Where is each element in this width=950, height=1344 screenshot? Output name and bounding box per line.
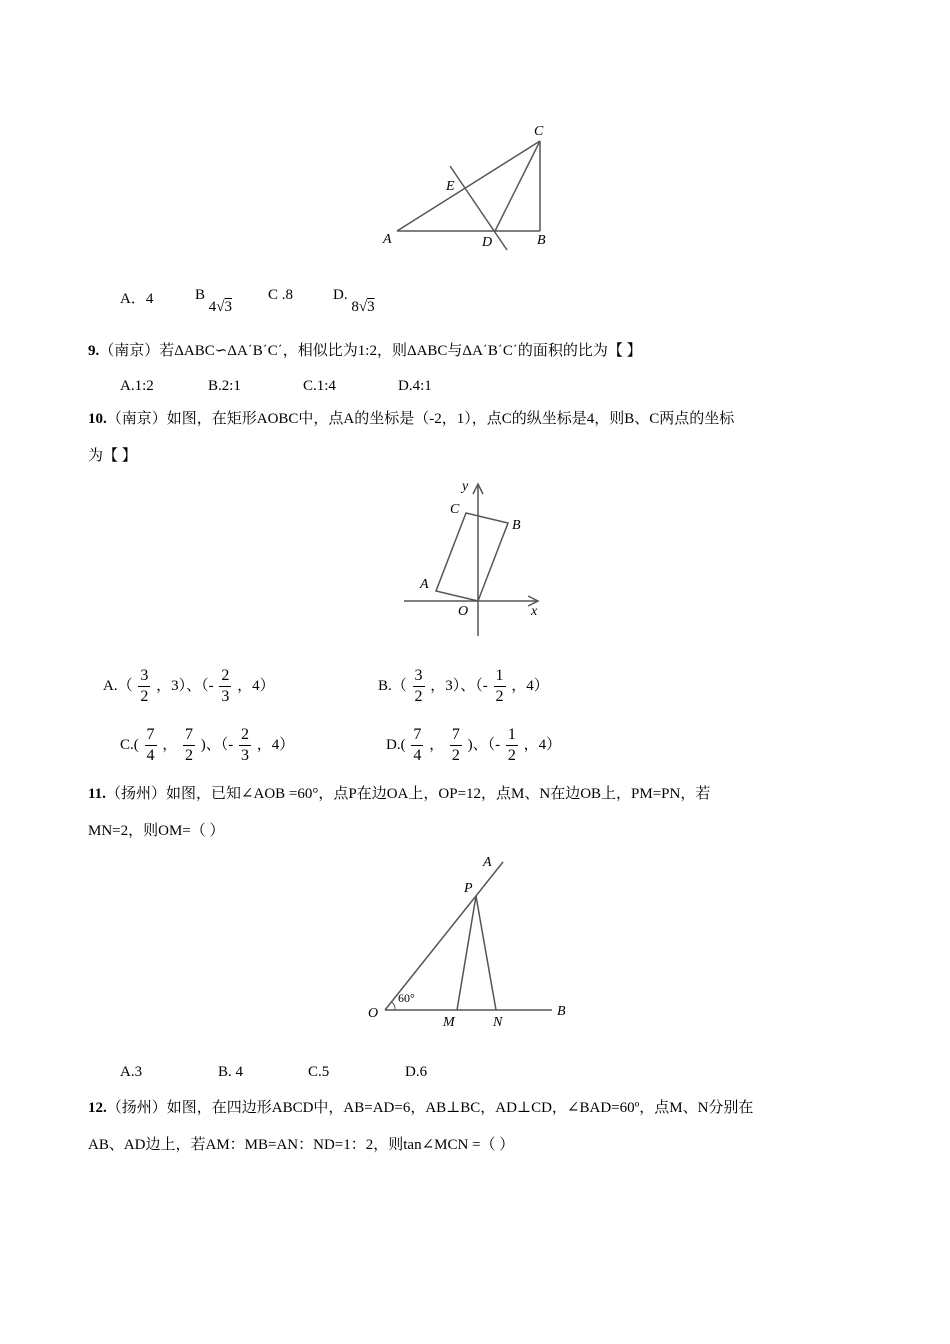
question-11 [88,776,868,850]
q10-label-x: x [531,604,538,619]
q11-option-a: A.3 [120,1064,143,1080]
question-9 [88,333,868,370]
q11-figure [365,850,585,1030]
q10-option-c: C.( $\frac{7}{4}$ ， $\frac{7}{2}$ )、（- $\frac{2}{3}$ ，4） [120,726,295,764]
q11-label-angle: 60° [398,991,415,1005]
q10-option-a-frac1: $\frac{3}{2}$ [140,667,149,705]
q10-option-d-frac1: $\frac{7}{4}$ [413,726,422,764]
q11-label-o: O [368,1006,379,1021]
q10-option-c-frac2: $\frac{7}{2}$ [185,726,194,764]
q11-label-n: N [493,1015,503,1030]
q8-option-a: A．4 [120,291,154,307]
q11-option-c: C.5 [308,1064,330,1080]
q8-label-a: A [383,232,392,247]
q9-option-c: C.1:4 [303,378,336,394]
q9-text: （南京）若ΔABC∽ΔA΄B΄C΄，相似比为1:2，则ΔABC与ΔA΄B΄C΄的面积的比为【 】 [99,343,642,359]
question-12 [88,1090,868,1164]
q12-text-line1: （扬州）如图，在四边形ABCD中，AB=AD=6，AB⊥BC，AD⊥CD，∠BAD=60º，点M、N分别在 [106,1100,754,1116]
q10-label-y: y [462,479,469,494]
q8-option-c: C .8 [268,287,294,303]
q8-option-d-label: D. [333,287,348,303]
q10-label-a: A [420,577,429,592]
question-10 [88,401,868,475]
q8-label-b: B [537,233,546,248]
q11-label-p: P [464,881,473,896]
q8-option-d-value: 8√3 [351,299,375,315]
q10-option-b-frac2: $\frac{1}{2}$ [495,667,504,705]
q10-label-b: B [512,518,521,533]
q11-option-b: B. 4 [218,1064,244,1080]
q10-option-b-frac1: $\frac{3}{2}$ [414,667,423,705]
q8-option-b [195,287,232,315]
q10-figure [400,478,560,638]
q10-option-b: B.（ $\frac{3}{2}$ ，3）、（- $\frac{1}{2}$ ，4） [378,667,549,705]
q11-text-line1: （扬州）如图，已知∠AOB =60°，点P在边OA上，OP=12，点M、N在边OB上，PM=PN，若 [105,786,711,802]
q10-number: 10. [88,411,107,427]
q10-label-c: C [450,502,460,517]
q9-option-a: A.1:2 [120,378,154,394]
q11-label-a: A [483,855,492,870]
q9-option-d: D.4:1 [398,378,432,394]
q8-option-d [333,287,375,315]
q10-option-c-frac1: $\frac{7}{4}$ [146,726,155,764]
q10-option-c-frac3: $\frac{2}{3}$ [241,726,250,764]
q10-option-a-frac2: $\frac{2}{3}$ [221,667,230,705]
q10-label-o: O [458,604,469,619]
q10-text-line2: 为【 】 [88,448,137,464]
q8-option-b-label: B [195,287,206,303]
q10-option-a: A.（ $\frac{3}{2}$ ，3）、（- $\frac{2}{3}$ ，4） [103,667,275,705]
q10-option-d-frac3: $\frac{1}{2}$ [507,726,516,764]
q8-figure [370,118,570,258]
q11-label-m: M [443,1015,455,1030]
q10-text-line1: （南京）如图，在矩形AOBC中，点A的坐标是（-2，1），点C的纵坐标是4，则B、C两点的坐标 [106,411,735,427]
q11-text-line2: MN=2，则OM=（ ） [88,823,225,839]
q9-number: 9. [88,343,100,359]
q8-option-b-value: 4√3 [208,299,232,315]
q12-text-line2: AB、AD边上，若AM：MB=AN：ND=1：2，则tan∠MCN =（ ） [88,1137,515,1153]
q8-label-d: D [482,235,493,250]
q11-label-b: B [557,1004,566,1019]
q11-number: 11. [88,786,106,802]
q10-option-d: D.( $\frac{7}{4}$ ， $\frac{7}{2}$ )、（- $\frac{1}{2}$ ，4） [386,726,562,764]
q12-number: 12. [88,1100,107,1116]
q10-option-d-frac2: $\frac{7}{2}$ [451,726,460,764]
q9-option-b: B.2:1 [208,378,241,394]
q11-option-d: D.6 [405,1064,428,1080]
q8-label-e: E [446,179,455,194]
q8-label-c: C [534,124,544,139]
